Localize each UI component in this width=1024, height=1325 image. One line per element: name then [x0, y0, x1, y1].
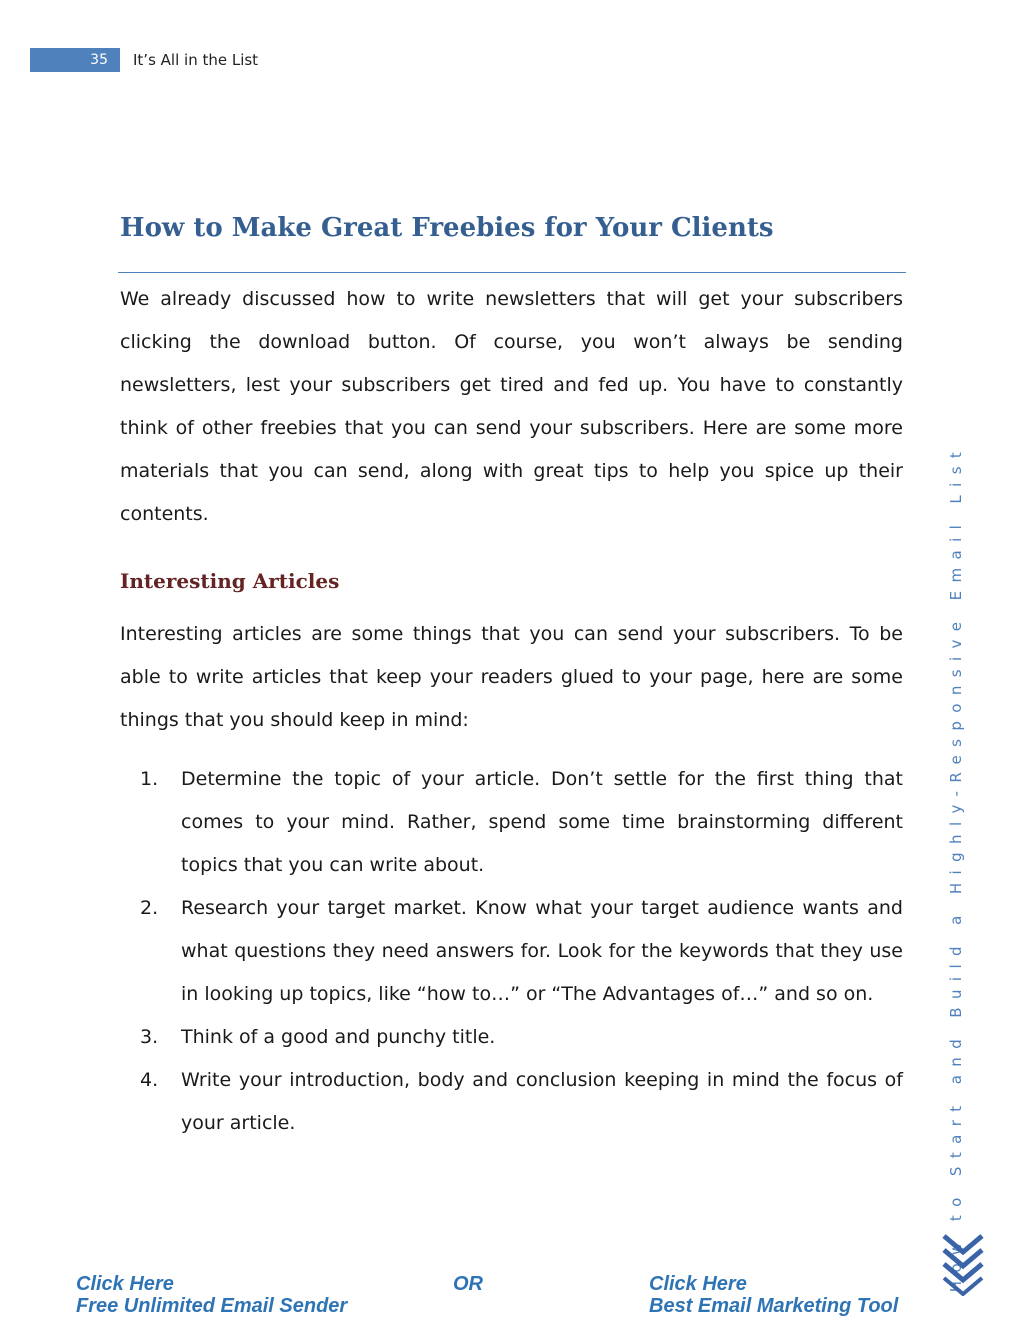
page-number: 35 [90, 52, 108, 68]
footer-left-line1: Click Here [76, 1273, 174, 1295]
article-title: How to Make Great Freebies for Your Clients [120, 213, 774, 243]
page-number-badge [30, 48, 120, 72]
list-item-text: Research your target market. Know what your target audience wants and what questions they need answers for. Look for the keywords that they use in looking up topics, like “how to…” or “The Advantages of…” and so on. [181, 897, 903, 1005]
list-item [140, 887, 903, 1016]
tips-list [140, 758, 903, 1145]
list-item-number: 4. [140, 1069, 159, 1091]
footer-right-line1: Click Here [649, 1273, 747, 1295]
best-marketing-tool-link[interactable] [649, 1273, 898, 1317]
footer-left-line2: Free Unlimited Email Sender [76, 1295, 348, 1317]
intro-paragraph: We already discussed how to write newsletters that will get your subscribers clicking the download button. Of course, you won’t always be sending newsletters, lest your subscribers get tired and fed up. You have to constantly think of other freebies that you can send your subscribers. Here are some more materials that you can send, along with great tips to help you spice up their contents. [120, 288, 903, 525]
footer-right-line2: Best Email Marketing Tool [649, 1295, 899, 1317]
free-email-sender-link[interactable] [76, 1273, 347, 1317]
list-item-number: 3. [140, 1026, 159, 1048]
list-item-number: 2. [140, 897, 159, 919]
list-item [140, 1016, 903, 1059]
title-divider [118, 272, 906, 273]
list-item-number: 1. [140, 768, 159, 790]
list-item-text: Write your introduction, body and conclusion keeping in mind the focus of your article. [181, 1069, 903, 1134]
list-item [140, 758, 903, 887]
section-heading: Interesting Articles [120, 569, 340, 593]
sidebar-book-title: How to Start and Build a Highly-Responsive Email List [947, 443, 965, 1293]
section-intro-paragraph: Interesting articles are some things that you can send your subscribers. To be able to write articles that keep your readers glued to your page, here are some things that you should keep in mind: [120, 623, 903, 731]
list-item-text: Determine the topic of your article. Don’t settle for the first thing that comes to your mind. Rather, spend some time brainstorming different topics that you can write about. [181, 768, 903, 876]
list-item-text: Think of a good and punchy title. [181, 1026, 496, 1048]
running-header-title: It’s All in the List [133, 51, 259, 69]
list-item [140, 1059, 903, 1145]
footer-or-separator: OR [453, 1273, 483, 1295]
double-chevron-down-icon[interactable] [940, 1232, 986, 1300]
